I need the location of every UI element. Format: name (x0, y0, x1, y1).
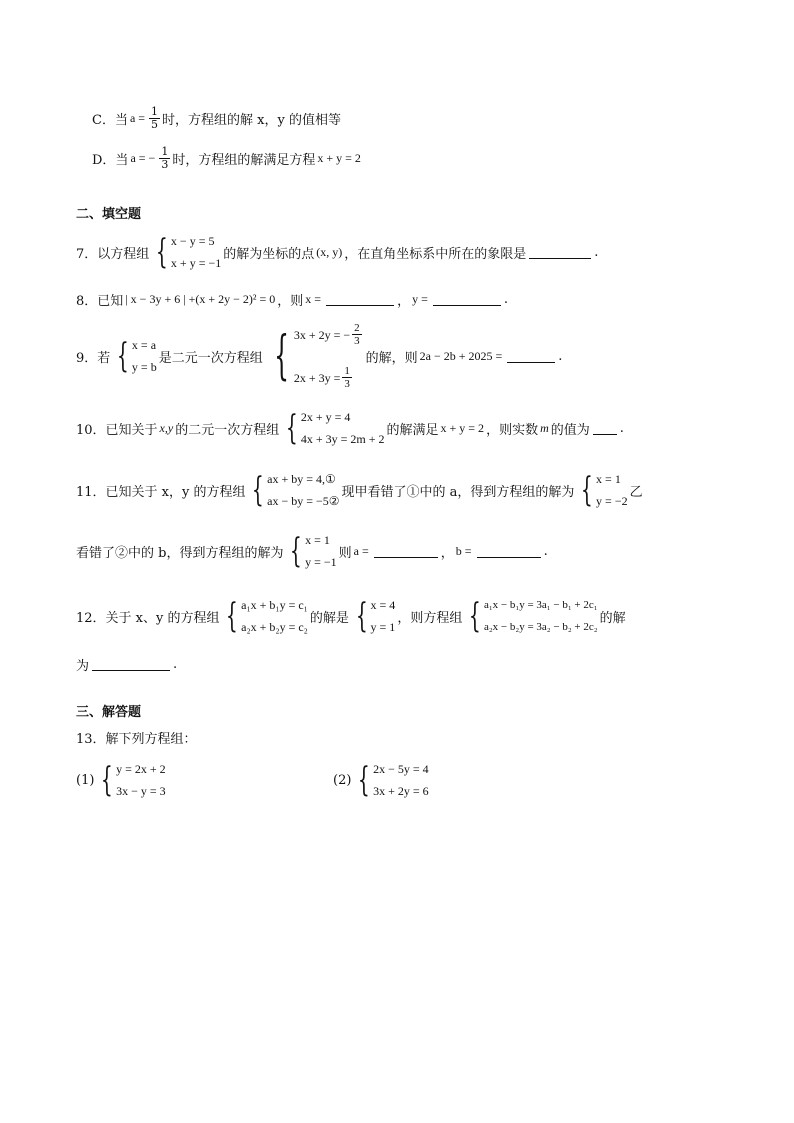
q12-t2: a₂x − b₂y = 3a₂ − b₂ + 2c₂ (483, 621, 598, 633)
q7-end: . (594, 244, 599, 260)
left-brace: { (469, 596, 482, 636)
question-11-continued (76, 533, 548, 569)
q7-system (151, 234, 221, 270)
q12-middle2: ，则方程组 (397, 610, 463, 626)
q10-suffix: 的解满足 (386, 422, 439, 438)
q13-p1-eq1: y = 2x + 2 (116, 762, 166, 776)
q9-suffix: 的解，则 (365, 350, 418, 366)
q10-tail2: 的值为 (550, 422, 590, 438)
q7-suffix: ，在直角坐标系中所在的象限是 (344, 246, 527, 262)
q8-x-blank[interactable] (326, 293, 394, 306)
q13-part-1-label: (1) (76, 772, 95, 788)
q9-system-eq2: 2x + 3y = $\frac{1}{3}$ (293, 365, 350, 390)
q12-line2: 为 (76, 659, 90, 674)
q12-number: 12．关于 x、y 的方程组 (76, 610, 220, 626)
option-c (92, 106, 341, 131)
left-brace: { (581, 470, 594, 510)
left-brace: { (117, 336, 130, 376)
q11-solution-a (576, 472, 627, 508)
q12-eq2: a₂x + b₂y = c₂ (241, 620, 308, 634)
question-7 (76, 234, 598, 270)
q13-p2-eq1: 2x − 5y = 4 (373, 762, 429, 776)
question-11 (76, 472, 643, 508)
q11-a-blank[interactable] (374, 545, 438, 558)
q8-y-label: y = (412, 292, 428, 306)
option-c-fraction: $\frac{1}{5}$ (151, 105, 159, 131)
q12-end: . (173, 657, 178, 672)
left-brace: { (286, 408, 298, 448)
q7-number: 7．以方程组 (76, 246, 150, 262)
q10-m: m (540, 420, 549, 435)
q13-part-1 (76, 762, 168, 798)
q12-eq1: a₁x + b₁y = c₁ (241, 598, 308, 612)
q12-answer-blank[interactable] (92, 658, 170, 671)
option-d-fraction: $\frac{1}{3}$ (161, 145, 169, 171)
q9-expression: 2a − 2b + 2025 = (419, 348, 503, 363)
q13-p1-eq2: 3x − y = 3 (116, 784, 166, 798)
q12-suffix: 的解 (599, 610, 626, 626)
q7-answer-blank[interactable] (529, 246, 591, 259)
section-heading-solve: 三、解答题 (76, 705, 142, 720)
q9-system-eq1: 3x + 2y = − $\frac{2}{3}$ (293, 322, 360, 347)
q11-a-label: a = (353, 543, 369, 558)
q11-end: . (543, 543, 548, 559)
question-8 (76, 290, 508, 309)
q11-comma: ， (440, 545, 454, 561)
q8-end: . (503, 292, 509, 307)
q8-y-blank[interactable] (433, 293, 501, 306)
q10-vars: x,y (159, 420, 174, 435)
q9-system (265, 322, 364, 390)
q13-part-2-label: (2) (333, 772, 352, 788)
q8-x-label: x = (305, 292, 322, 306)
q13-part-2 (333, 762, 431, 798)
q9-eq2: y = b (131, 360, 157, 374)
q10-system (281, 410, 384, 446)
q11-line2-text: 看错了②中的 b，得到方程组的解为 (76, 545, 284, 561)
question-12-continued (76, 655, 177, 674)
q12-s2: y = 1 (370, 620, 396, 634)
left-brace: { (252, 470, 265, 510)
q11-number: 11．已知关于 x，y 的方程组 (76, 484, 246, 500)
q8-number: 8．已知 (76, 294, 124, 309)
left-brace: { (226, 596, 239, 636)
q10-eq1: 2x + y = 4 (300, 410, 351, 424)
q8-expression: | x − 3y + 6 | +(x + 2y − 2)² = 0 (125, 292, 276, 306)
left-brace: { (355, 596, 368, 636)
q12-system (221, 598, 307, 634)
q13-p2-eq2: 3x + 2y = 6 (373, 784, 429, 798)
q11-solution-b (285, 533, 336, 569)
q11-s1: x = 1 (596, 472, 621, 486)
q9-number: 9．若 (76, 350, 111, 366)
q11-b-label: b = (455, 543, 472, 558)
option-c-text: 时，方程组的解 x，y 的值相等 (162, 113, 341, 128)
q7-eq2: x + y = −1 (170, 256, 222, 270)
q13-part-2-system (353, 762, 428, 798)
option-c-prefix: C．当 (92, 113, 128, 128)
q11-then: 则 (338, 545, 352, 561)
option-d-var: a = − (130, 151, 156, 165)
q13-part-1-system (96, 762, 165, 798)
question-10 (76, 410, 624, 446)
left-brace: { (290, 531, 303, 571)
question-12 (76, 598, 626, 634)
q12-new-system (464, 598, 597, 634)
option-c-var: a = (129, 111, 146, 125)
q11-b-blank[interactable] (477, 545, 541, 558)
section-heading-fill-in: 二、填空题 (76, 207, 142, 222)
q10-condition: x + y = 2 (440, 420, 485, 435)
q11-tail: 乙 (629, 484, 643, 500)
q7-middle: 的解为坐标的点 (223, 246, 315, 262)
q9-solution (112, 338, 156, 374)
option-d (92, 146, 363, 171)
q9-middle: 是二元一次方程组 (158, 350, 263, 366)
q12-middle: 的解是 (309, 610, 349, 626)
q9-eq1: x = a (131, 338, 157, 352)
q10-middle: 的二元一次方程组 (175, 422, 280, 438)
option-d-prefix: D．当 (92, 153, 129, 168)
question-9 (76, 322, 562, 390)
q12-s1: x = 4 (370, 598, 396, 612)
q11-t1: x = 1 (305, 533, 330, 547)
q10-end: . (619, 420, 624, 436)
left-brace: { (273, 326, 289, 386)
q12-t1: a₁x − b₁y = 3a₁ − b₁ + 2c₁ (483, 599, 598, 611)
q8-comma: ， (397, 294, 411, 309)
q10-eq2: 4x + 3y = 2m + 2 (300, 432, 385, 446)
q13-number: 13．解下列方程组： (76, 732, 197, 747)
q11-system (247, 472, 339, 508)
q10-answer-blank[interactable] (593, 422, 617, 435)
q11-s2: y = −2 (596, 494, 628, 508)
q8-then: ，则 (277, 294, 304, 309)
q7-eq1: x − y = 5 (170, 234, 215, 248)
q12-solution (351, 598, 395, 634)
left-brace: { (358, 760, 371, 800)
q11-middle: 现甲看错了①中的 a，得到方程组的解为 (341, 484, 575, 500)
q10-number: 10．已知关于 (76, 422, 158, 438)
q7-point: (x, y) (316, 244, 343, 259)
q11-t2: y = −1 (305, 555, 337, 569)
q10-tail: ，则实数 (486, 422, 539, 438)
q9-end: . (558, 348, 563, 364)
q11-eq2: ax − by = −5② (267, 494, 340, 508)
q11-eq1: ax + by = 4,① (267, 472, 336, 486)
q9-answer-blank[interactable] (507, 350, 555, 363)
left-brace: { (101, 760, 114, 800)
option-d-equation: x + y = 2 (317, 151, 361, 165)
question-13 (76, 728, 197, 747)
option-d-text: 时，方程组的解满足方程 (172, 153, 316, 168)
left-brace: { (156, 232, 169, 272)
